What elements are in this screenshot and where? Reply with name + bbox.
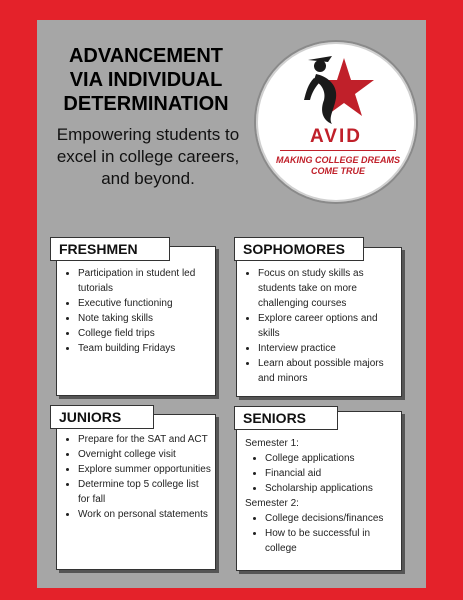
semester-1-label: Semester 1: bbox=[245, 438, 299, 449]
star-figure-icon bbox=[298, 54, 378, 126]
list-item: Financial aid bbox=[245, 466, 401, 481]
list-item: Note taking skills bbox=[62, 311, 212, 326]
list-item: College field trips bbox=[62, 326, 212, 341]
freshmen-heading: FRESHMEN bbox=[50, 237, 170, 261]
juniors-heading: JUNIORS bbox=[50, 405, 154, 429]
semester-2-label: Semester 2: bbox=[245, 498, 299, 509]
logo-tagline: MAKING COLLEGE DREAMS COME TRUE bbox=[275, 155, 400, 176]
page-subtitle: Empowering students to excel in college careers, and beyond. bbox=[56, 125, 240, 188]
list-item: Participation in student led tutorials bbox=[62, 266, 212, 296]
list-item: Team building Fridays bbox=[62, 341, 212, 356]
semester-2-list bbox=[245, 511, 401, 556]
list-item: Explore career options and skills bbox=[242, 311, 398, 341]
list-item: Determine top 5 college list for fall bbox=[62, 477, 212, 507]
logo-divider bbox=[280, 150, 396, 151]
freshmen-list bbox=[62, 266, 212, 356]
list-item: Focus on study skills as students take on more challenging courses bbox=[242, 266, 398, 311]
list-item: Executive functioning bbox=[62, 296, 212, 311]
seniors-content bbox=[245, 436, 401, 556]
semester-1-list bbox=[245, 451, 401, 496]
list-item: Work on personal statements bbox=[62, 507, 212, 522]
list-item: How to be successful in college bbox=[245, 526, 401, 556]
list-item: Learn about possible majors and minors bbox=[242, 356, 398, 386]
list-item: Interview practice bbox=[242, 341, 398, 356]
list-item: Explore summer opportunities bbox=[62, 462, 212, 477]
list-item: Overnight college visit bbox=[62, 447, 212, 462]
list-item: Prepare for the SAT and ACT bbox=[62, 432, 212, 447]
list-item: Scholarship applications bbox=[245, 481, 401, 496]
sophomores-heading: SOPHOMORES bbox=[234, 237, 364, 261]
seniors-heading: SENIORS bbox=[234, 406, 338, 430]
logo-brand: AVID bbox=[310, 126, 362, 147]
avid-logo bbox=[254, 40, 418, 204]
list-item: College applications bbox=[245, 451, 401, 466]
sophomores-list bbox=[242, 266, 398, 386]
list-item: College decisions/finances bbox=[245, 511, 401, 526]
juniors-list bbox=[62, 432, 212, 522]
page-title: ADVANCEMENT VIA INDIVIDUAL DETERMINATION bbox=[63, 45, 229, 115]
